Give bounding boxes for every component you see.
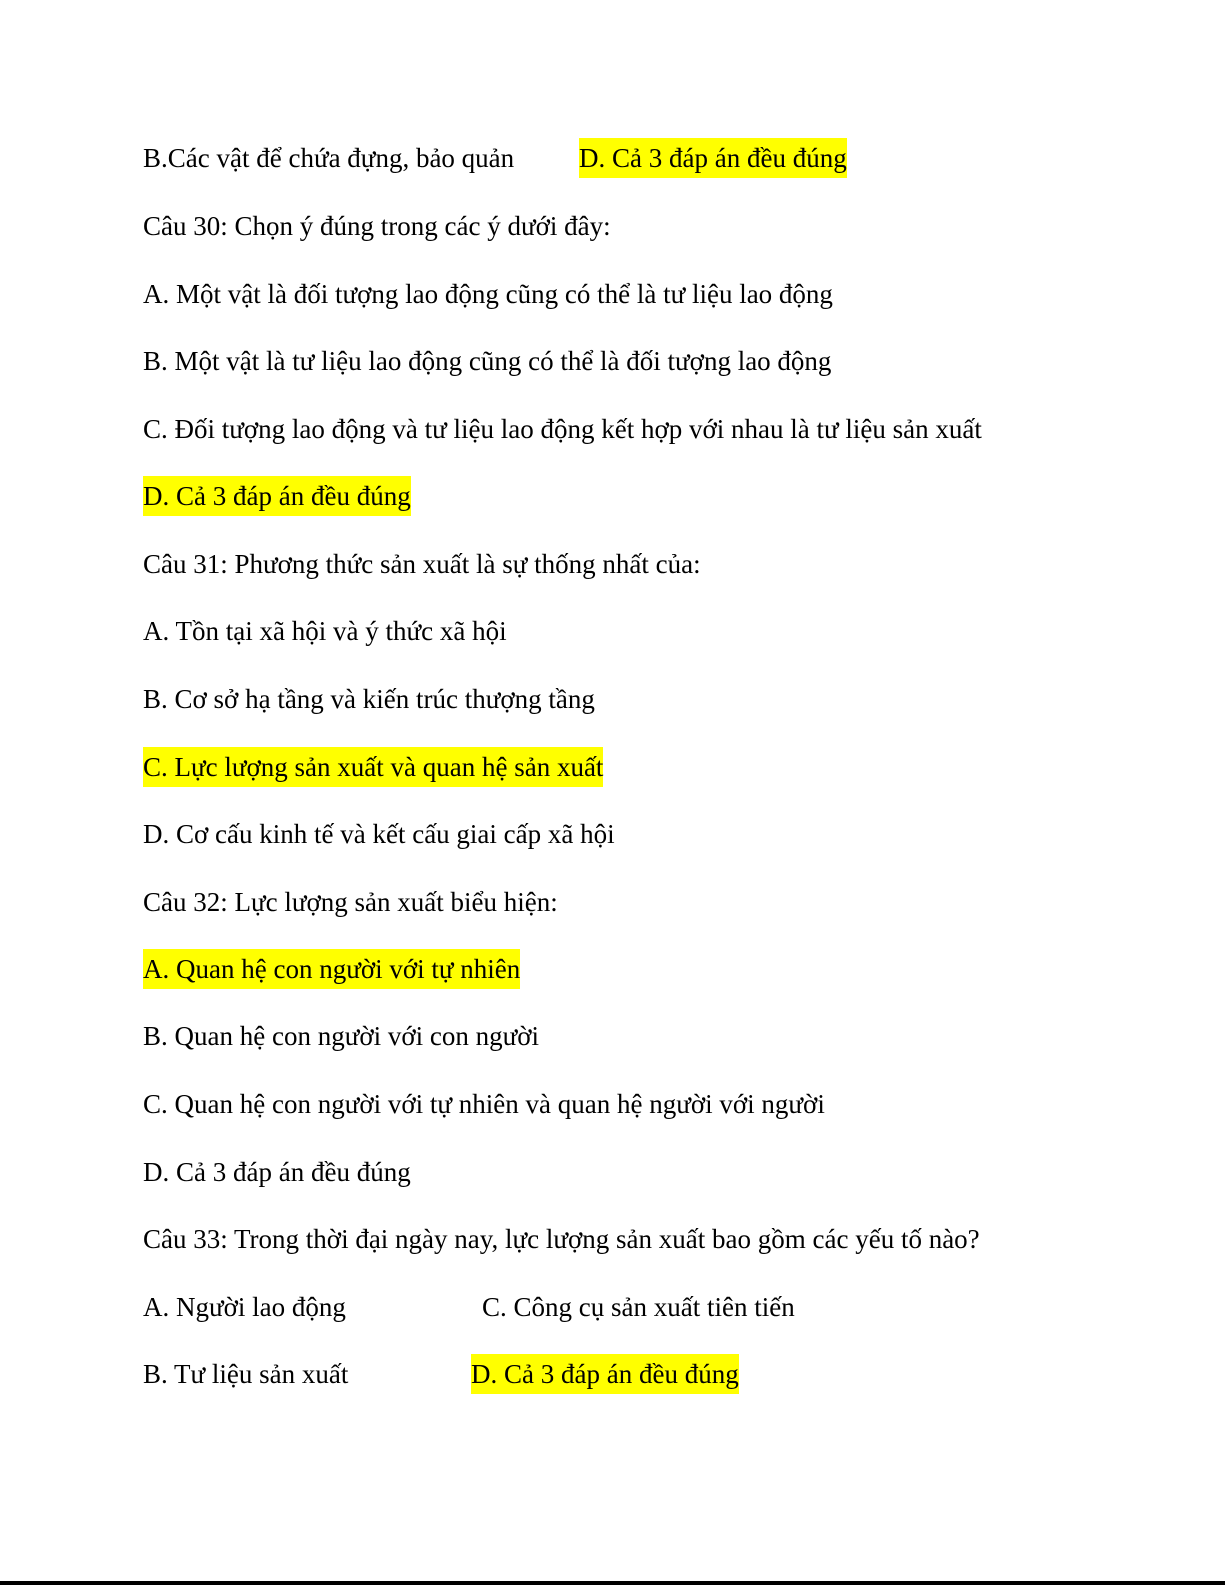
question-32: Câu 32: Lực lượng sản xuất biểu hiện: (143, 887, 558, 917)
answer-row-q33-2 (143, 1354, 739, 1394)
option-d-q30-correct (143, 476, 411, 516)
question-30: Câu 30: Chọn ý đúng trong các ý dưới đây: (143, 211, 611, 241)
option-c-q30: C. Đối tượng lao động và tư liệu lao động kết hợp với nhau là tư liệu sản xuất (143, 414, 982, 444)
option-c-q32: C. Quan hệ con người với tự nhiên và quan hệ người với người (143, 1089, 825, 1119)
option-a-q30: A. Một vật là đối tượng lao động cũng có thể là tư liệu lao động (143, 279, 833, 309)
answer-row-q33-1 (143, 1287, 795, 1327)
option-a-q31: A. Tồn tại xã hội và ý thức xã hội (143, 616, 507, 646)
page-bottom-border (0, 1581, 1225, 1585)
option-c-q31-correct (143, 747, 603, 787)
highlighted-answer: D. Cả 3 đáp án đều đúng (143, 476, 411, 516)
option-a-q33: A. Người lao động (143, 1292, 346, 1322)
option-d-q33-correct: D. Cả 3 đáp án đều đúng (471, 1354, 739, 1394)
question-31: Câu 31: Phương thức sản xuất là sự thống nhất của: (143, 549, 701, 579)
answer-row-q29 (143, 138, 847, 178)
option-b-q31: B. Cơ sở hạ tầng và kiến trúc thượng tầng (143, 684, 595, 714)
option-d-q29-correct: D. Cả 3 đáp án đều đúng (579, 138, 847, 178)
option-b-q32: B. Quan hệ con người với con người (143, 1021, 540, 1051)
option-d-q31: D. Cơ cấu kinh tế và kết cấu giai cấp xã hội (143, 819, 615, 849)
option-a-q32-correct (143, 949, 520, 989)
option-b-q30: B. Một vật là tư liệu lao động cũng có thể là đối tượng lao động (143, 346, 832, 376)
highlighted-answer: C. Lực lượng sản xuất và quan hệ sản xuất (143, 747, 603, 787)
option-d-q32: D. Cả 3 đáp án đều đúng (143, 1157, 411, 1187)
option-c-q33: C. Công cụ sản xuất tiên tiến (482, 1292, 795, 1322)
highlighted-answer: A. Quan hệ con người với tự nhiên (143, 949, 520, 989)
option-b-q29: B.Các vật để chứa đựng, bảo quản (143, 143, 515, 173)
option-b-q33: B. Tư liệu sản xuất (143, 1359, 349, 1389)
question-33: Câu 33: Trong thời đại ngày nay, lực lượng sản xuất bao gồm các yếu tố nào? (143, 1224, 980, 1254)
